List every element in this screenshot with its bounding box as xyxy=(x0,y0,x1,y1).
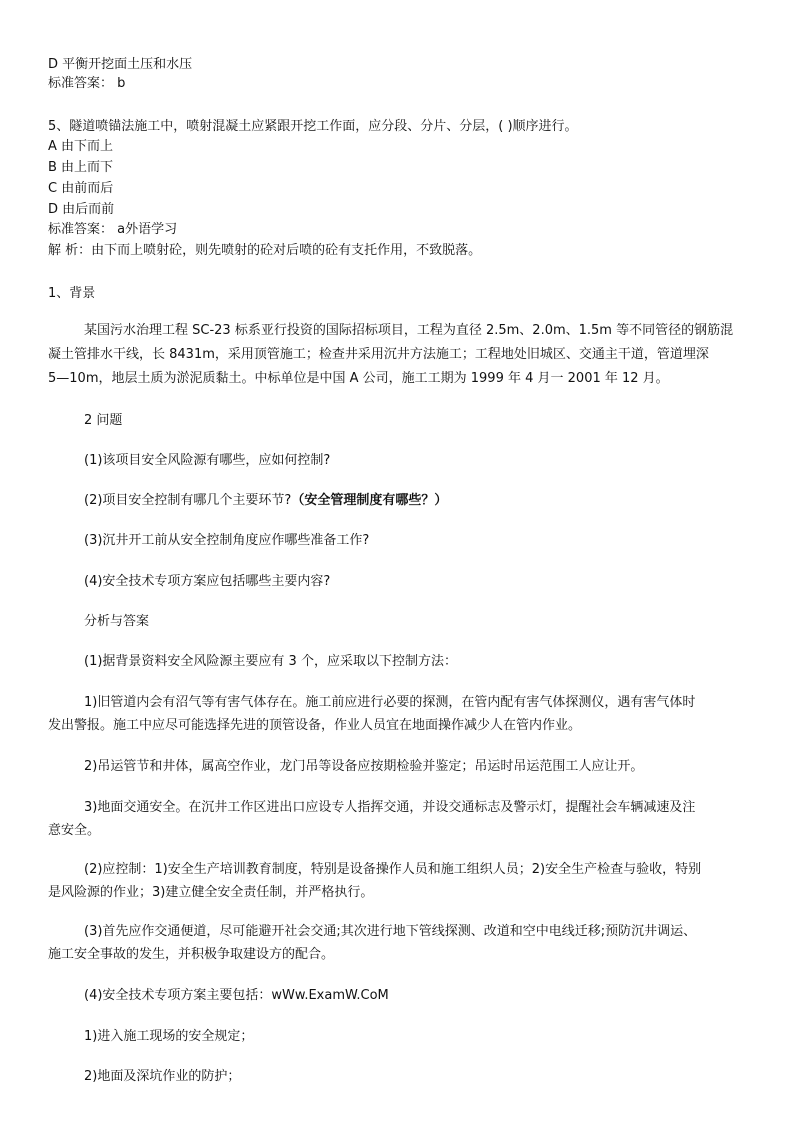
answer-2-line-1: (2)应控制：1)安全生产培训教育制度，特别是设备操作人员和施工组织人员；2)安全生产检查与验收，特别 xyxy=(84,862,702,877)
answer-4-item-2: 2)地面及深坑作业的防护； xyxy=(84,1069,241,1084)
q5-option-d: D 由后而前 xyxy=(48,202,115,217)
q5-question: 5、隧道喷锚法施工中，喷射混凝土应紧跟开挖工作面，应分段、分片、分层，( )顺序进行。 xyxy=(48,119,578,134)
q4-answer: 标准答案： b xyxy=(48,76,126,91)
answer-1-1-line-1: 1)旧管道内会有沼气等有害气体存在。施工前应进行必要的探测，在管内配有害气体探测仪，遇有害气体时 xyxy=(84,695,696,710)
answer-1-2: 2)吊运管节和井体，属高空作业，龙门吊等设备应按期检验并鉴定；吊运时吊运范围工人应让开。 xyxy=(84,759,644,774)
question-1: (1)该项目安全风险源有哪些，应如何控制? xyxy=(84,453,331,468)
background-line-3: 5—10m，地层土质为淤泥质黏土。中标单位是中国 A 公司，施工工期为 1999 年 4 月一 2001 年 12 月。 xyxy=(48,371,669,386)
question-2 xyxy=(84,491,447,511)
answer-3-line-1: (3)首先应作交通便道，尽可能避开社会交通;其次进行地下管线探测、改道和空中电线迁移;预防沉井调运、 xyxy=(84,924,697,939)
q5-option-a: A 由下而上 xyxy=(48,139,114,154)
case-heading: 1、背景 xyxy=(48,286,96,301)
answer-1-1-line-2: 发出警报。施工中应尽可能选择先进的顶管设备，作业人员宜在地面操作减少人在管内作业。 xyxy=(48,718,582,733)
question-3: (3)沉井开工前从安全控制角度应作哪些准备工作? xyxy=(84,533,370,548)
question-2-text: (2)项目安全控制有哪几个主要环节? xyxy=(84,493,292,508)
answer-1-3-line-2: 意安全。 xyxy=(48,823,101,838)
background-line-2: 凝土管排水干线，长 8431m，采用顶管施工；检查井采用沉井方法施工；工程地处旧城区、交通主干道，管道埋深 xyxy=(48,347,709,362)
answer-4-intro: (4)安全技术专项方案主要包括：wWw.ExamW.CoM xyxy=(84,988,389,1003)
answer-2-line-2: 是风险源的作业；3)建立健全安全责任制，并严格执行。 xyxy=(48,885,374,900)
q5-option-b: B 由上而下 xyxy=(48,160,114,175)
question-2-bold-note: （安全管理制度有哪些？） xyxy=(291,493,448,508)
answer-3-line-2: 施工安全事故的发生，并积极争取建设方的配合。 xyxy=(48,947,335,962)
background-line-1: 某国污水治理工程 SC-23 标系亚行投资的国际招标项目，工程为直径 2.5m、2.0m、1.5m 等不同管径的钢筋混 xyxy=(84,323,734,338)
answer-4-item-1: 1)进入施工现场的安全规定； xyxy=(84,1029,254,1044)
q5-option-c: C 由前而后 xyxy=(48,181,114,196)
analysis-heading: 分析与答案 xyxy=(84,614,150,629)
answer-1-3-line-1: 3)地面交通安全。在沉井工作区进出口应设专人指挥交通，并设交通标志及警示灯，提醒社会车辆减速及注 xyxy=(84,800,696,815)
question-4: (4)安全技术专项方案应包括哪些主要内容? xyxy=(84,574,331,589)
questions-heading: 2 问题 xyxy=(84,413,123,428)
q4-option-d: D 平衡开挖面土压和水压 xyxy=(48,57,193,72)
q5-explanation: 解 析：由下而上喷射砼，则先喷射的砼对后喷的砼有支托作用，不致脱落。 xyxy=(48,243,482,258)
q5-answer: 标准答案： a外语学习 xyxy=(48,222,178,237)
answer-1-intro: (1)据背景资料安全风险源主要应有 3 个，应采取以下控制方法： xyxy=(84,654,457,669)
